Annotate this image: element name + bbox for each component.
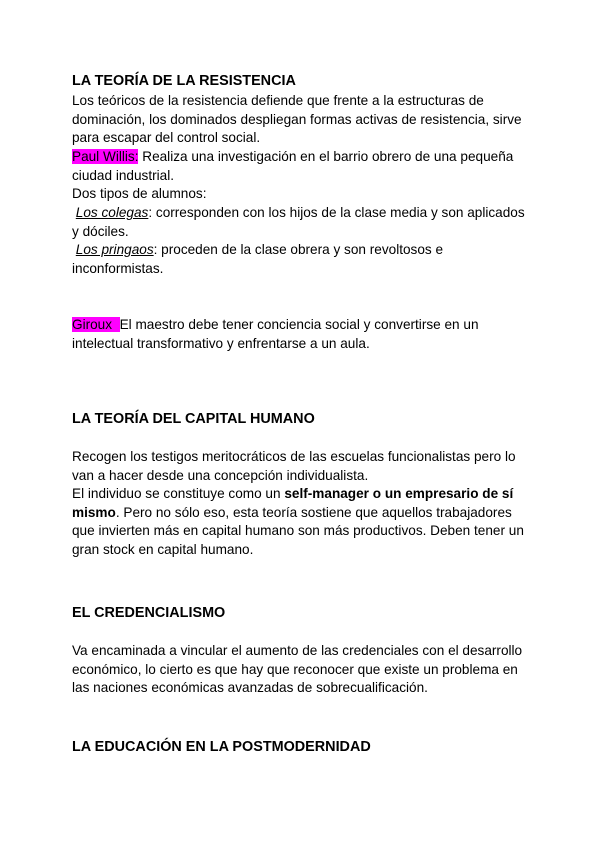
capital-bold-term: self-manager o un empresario de sí mismo — [72, 486, 514, 520]
pringaos-name: Los pringaos — [75, 242, 154, 257]
heading-postmodernidad: LA EDUCACIÓN EN LA POSTMODERNIDAD — [72, 739, 371, 755]
heading-capital-humano: LA TEORÍA DEL CAPITAL HUMANO — [72, 411, 315, 427]
paragraph-colegas — [72, 204, 528, 241]
paragraph-capital-intro: Recogen los testigos meritocráticos de las escuelas funcionalistas pero lo van a hacer desde una concepción individualista. — [72, 449, 516, 483]
paragraph-resistencia-intro: Los teóricos de la resistencia defiende que frente a la estructuras de dominación, los dominados despliegan formas activas de resistencia, sirve para escapar del control social. — [72, 93, 522, 146]
giroux-name: Giroux — [72, 317, 120, 332]
willis-name: Paul Willis: — [72, 149, 139, 164]
paragraph-capital-detail — [72, 485, 528, 559]
heading-credencialismo: EL CREDENCIALISMO — [72, 605, 226, 621]
capital-text-b: . Pero no sólo eso, esta teoría sostiene que aquellos trabajadores que invierten más en capital humano son más productivos. Deben tener un gran stock en capital humano. — [72, 504, 524, 557]
willis-text: Realiza una investigación en el barrio obrero de una pequeña ciudad industrial. — [72, 149, 514, 183]
paragraph-pringaos — [72, 241, 528, 278]
paragraph-types-intro: Dos tipos de alumnos: — [72, 186, 207, 201]
colegas-name: Los colegas — [75, 205, 149, 220]
giroux-text: El maestro debe tener conciencia social y convertirse en un intelectual transformativo y enfrentarse a un aula. — [72, 317, 479, 351]
paragraph-credencialismo: Va encaminada a vincular el aumento de las credenciales con el desarrollo económico, lo cierto es que hay que reconocer que existe un problema en las naciones económicas avanzadas de sobrecualificación. — [72, 643, 523, 696]
capital-text-a: El individuo se constituye como un — [72, 486, 285, 501]
colegas-text: : corresponden con los hijos de la clase media y son aplicados y dóciles. — [72, 205, 525, 239]
pringaos-text: : proceden de la clase obrera y son revoltosos e inconformistas. — [72, 242, 444, 276]
paragraph-giroux — [72, 316, 528, 353]
paragraph-willis — [72, 148, 528, 185]
heading-resistencia: LA TEORÍA DE LA RESISTENCIA — [72, 73, 296, 89]
